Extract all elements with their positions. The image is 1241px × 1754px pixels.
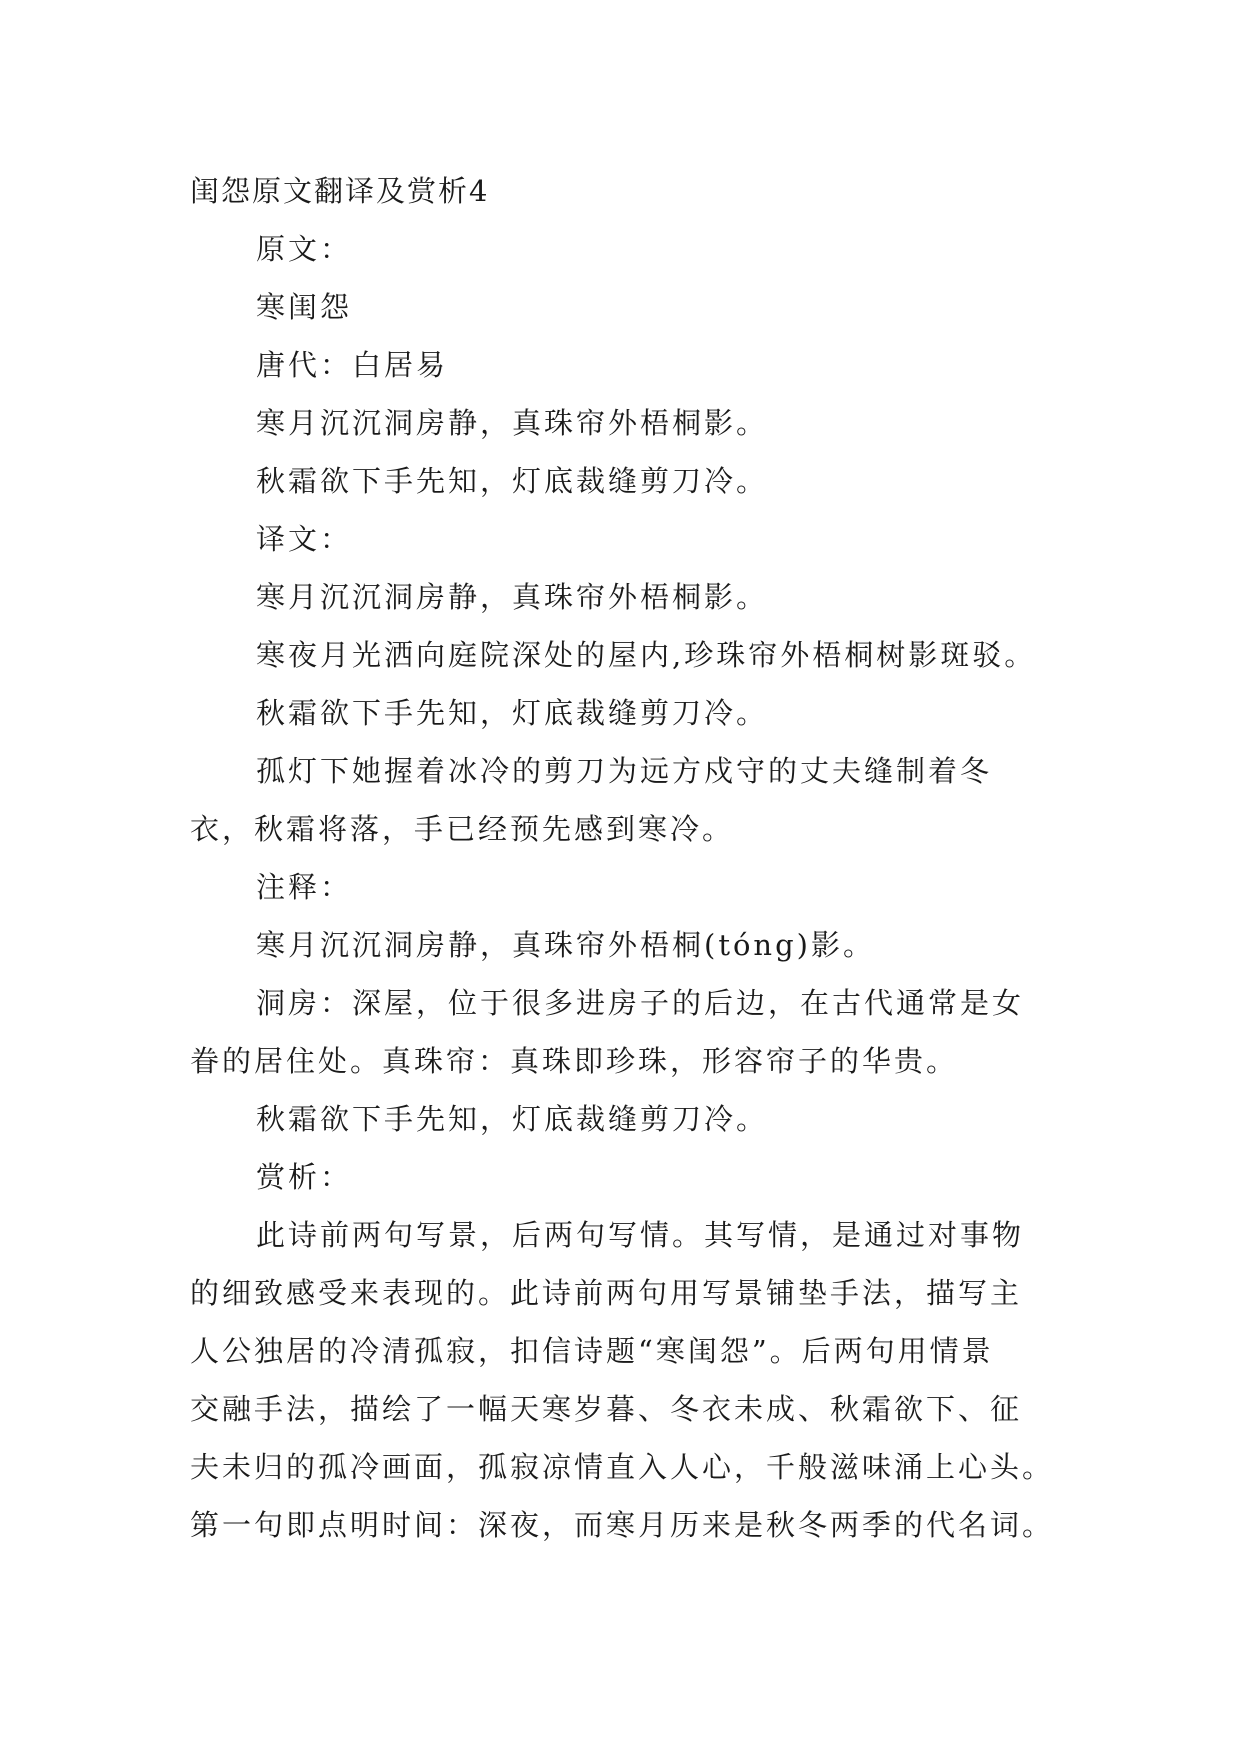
poem-line-1: 寒月沉沉洞房静，真珠帘外梧桐影。 xyxy=(256,406,769,440)
notes-text-1-line-1: 洞房：深屋，位于很多进房子的后边，在古代通常是女 xyxy=(256,986,1025,1020)
notes-verse-1: 寒月沉沉洞房静，真珠帘外梧桐(tóng)影。 xyxy=(256,928,875,962)
notes-verse-2: 秋霜欲下手先知，灯底裁缝剪刀冷。 xyxy=(256,1102,769,1136)
section-heading-analysis: 赏析： xyxy=(256,1160,353,1194)
analysis-line-6: 第一句即点明时间：深夜，而寒月历来是秋冬两季的代名词。 xyxy=(190,1508,1055,1542)
translation-text-1: 寒夜月光洒向庭院深处的屋内,珍珠帘外梧桐树影斑驳。 xyxy=(256,638,1037,672)
section-heading-notes: 注释： xyxy=(256,870,353,904)
poem-author: 唐代：白居易 xyxy=(256,348,449,382)
notes-text-1-line-2: 眷的居住处。真珠帘：真珠即珍珠，形容帘子的华贵。 xyxy=(190,1044,959,1078)
translation-verse-2: 秋霜欲下手先知，灯底裁缝剪刀冷。 xyxy=(256,696,769,730)
document-page xyxy=(190,162,1060,1554)
analysis-line-4: 交融手法，描绘了一幅天寒岁暮、冬衣未成、秋霜欲下、征 xyxy=(190,1392,1023,1426)
translation-verse-1: 寒月沉沉洞房静，真珠帘外梧桐影。 xyxy=(256,580,769,614)
section-heading-translation: 译文： xyxy=(256,522,353,556)
section-heading-original: 原文： xyxy=(256,232,353,266)
document-title: 闺怨原文翻译及赏析4 xyxy=(190,174,490,208)
poem-title: 寒闺怨 xyxy=(256,290,353,324)
analysis-line-1: 此诗前两句写景，后两句写情。其写情，是通过对事物 xyxy=(256,1218,1025,1252)
analysis-line-2: 的细致感受来表现的。此诗前两句用写景铺垫手法，描写主 xyxy=(190,1276,1023,1310)
translation-text-2-line-1: 孤灯下她握着冰冷的剪刀为远方戍守的丈夫缝制着冬 xyxy=(256,754,993,788)
analysis-line-5: 夫未归的孤冷画面，孤寂凉情直入人心，千般滋味涌上心头。 xyxy=(190,1450,1055,1484)
poem-line-2: 秋霜欲下手先知，灯底裁缝剪刀冷。 xyxy=(256,464,769,498)
analysis-line-3: 人公独居的冷清孤寂，扣信诗题“寒闺怨”。后两句用情景 xyxy=(190,1334,994,1368)
translation-text-2-line-2: 衣，秋霜将落，手已经预先感到寒冷。 xyxy=(190,812,735,846)
